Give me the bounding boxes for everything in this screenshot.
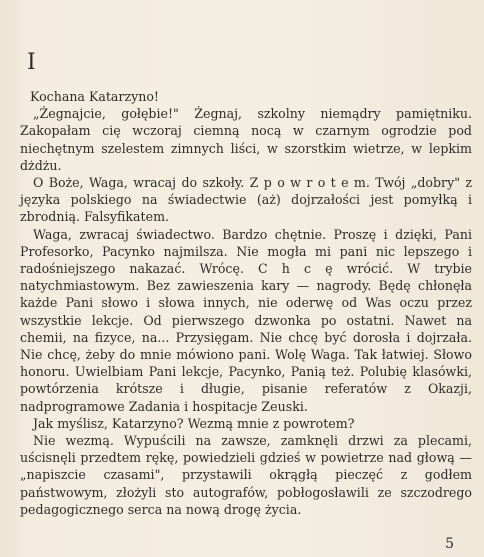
paragraph-farewell: „Żegnajcie, gołębie!" Żegnaj, szkolny niemądry pamiętniku. Zakopałam cię wczoraj ciemną nocą w czarnym ogrodzie pod niechętnym szelestem zimnych liści, w szorstkim wietrze, w lepkim dżdżu. (20, 106, 472, 173)
page-number: 5 (445, 536, 454, 552)
chapter-text (20, 88, 472, 518)
paragraph-salutation: Kochana Katarzyno! (30, 89, 159, 104)
paragraph-question: Jak myślisz, Katarzyno? Wezmą mnie z powrotem? (33, 415, 355, 431)
paragraph-return: O Boże, Waga, wracaj do szkoły. Z p o w r o t e m. Twój „dobry" z języka polskiego na świadectwie (aż) dojrzałości jest pomyłką i zbrodnią. Falsyfikatem. (20, 175, 472, 225)
chapter-heading: I (27, 50, 36, 75)
paragraph-certificate: Waga, zwracaj świadectwo. Bardzo chętnie. Proszę i dzięki, Pani Profesorko, Pacynko najmilsza. Nie mogła mi pani nic lepszego i radośniejszego nakazać. Wrócę. C h c ę wrócić. W trybie natychmiastowym. Bez zawieszenia kary — nagrody. Będę chłonęła każde Pani słowo i słowa innych, nie oderwę od Was oczu przez wszystkie lekcje. Od pierwszego dzwonka po ostatni. Nawet na chemii, na fizyce, na... Przysięgam. Nie chcę być dorosła i dojrzała. Nie chcę, żeby do mnie mówiono pani. Wolę Waga. Tak łatwiej. Słowo honoru. Uwielbiam Pani lekcje, Pacynko, Panią też. Polubię klasówki, powtórzenia krótsze i długie, pisanie referatów z Okazji, nadprogramowe Zadania i hospitacje Zeuski. (20, 226, 472, 414)
paragraph-answer: Nie wezmą. Wypuścili na zawsze, zamknęli drzwi za plecami, uścisnęli przedtem rękę, powiedzieli gdzieś w powietrze nad głową — „napiszcie czasami", przystawili okrągłą pieczęć z godłem państwowym, złożyli sto autografów, pobłogosławili ze szczodrego pedagogicznego serca na nową drogę życia. (20, 433, 472, 517)
